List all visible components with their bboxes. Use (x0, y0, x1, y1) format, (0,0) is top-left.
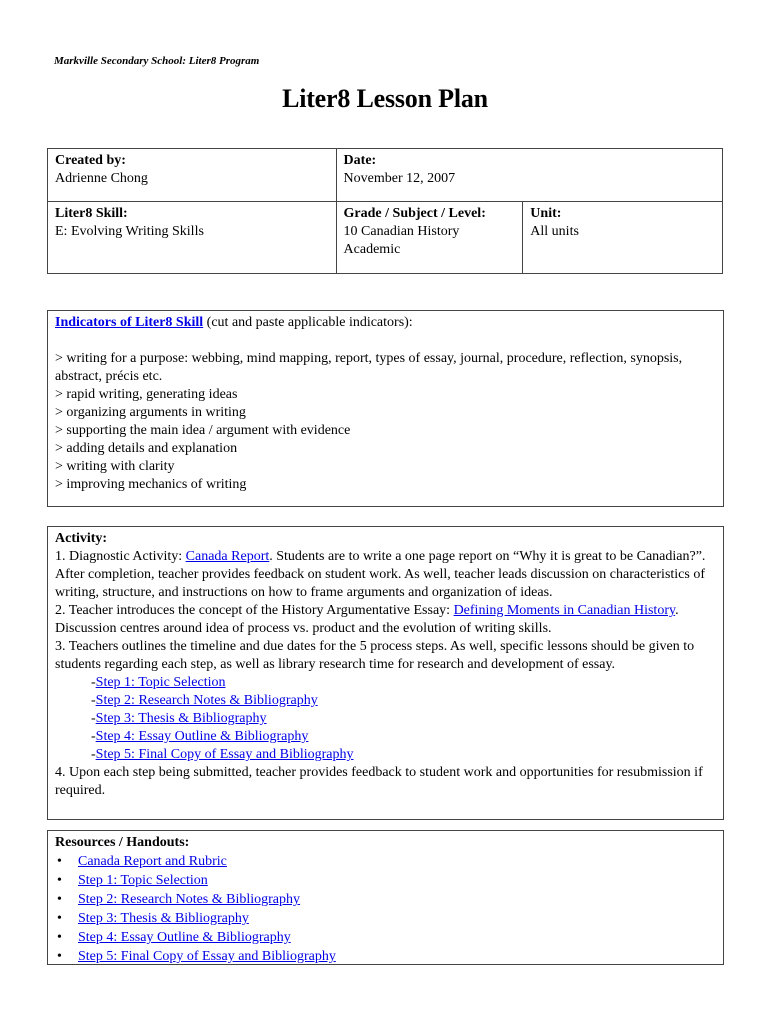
unit-value: All units (530, 224, 579, 239)
date-label: Date: (343, 153, 377, 168)
created-by-cell (48, 149, 337, 202)
activity-step-1-intro: 1. Diagnostic Activity: (55, 549, 186, 564)
activity-step-3: 3. Teachers outlines the timeline and due dates for the 5 process steps. As well, specific lessons should be given to students regarding each step, as well as library research time for research and development of essay. (55, 639, 695, 672)
step-link-row (55, 674, 717, 692)
step-link-row (55, 692, 717, 710)
resource-canada-report-link[interactable]: Canada Report and Rubric (78, 854, 227, 869)
resources-heading: Resources / Handouts: (55, 835, 190, 850)
step-4-link[interactable]: Step 4: Essay Outline & Bibliography (95, 729, 309, 744)
indicator-item: > adding details and explanation (55, 441, 238, 456)
step-link-row (55, 746, 717, 764)
activity-section (47, 526, 724, 820)
activity-step-2 (55, 602, 717, 638)
resource-step-4-link[interactable]: Step 4: Essay Outline & Bibliography (78, 930, 291, 945)
activity-heading: Activity: (55, 531, 108, 546)
indicator-item: > rapid writing, generating ideas (55, 387, 238, 402)
activity-step-1-text: . Students are to write a one page report on “Why it is great to be Canadian?”. After completion, teacher provides feedback on student work. As well, teacher leads discussion on characteristics of writing, structure, and instructions on how to frame arguments and organization of ideas. (55, 549, 706, 600)
step-dash: - (91, 675, 96, 690)
list-item (55, 890, 717, 909)
resources-section (47, 830, 724, 965)
step-dash: - (91, 729, 96, 744)
step-5-link[interactable]: Step 5: Final Copy of Essay and Bibliography (95, 747, 354, 762)
grade-value-line-1: 10 Canadian History (343, 224, 460, 239)
resource-step-1-link[interactable]: Step 1: Topic Selection (78, 873, 208, 888)
grade-value-line-2: Academic (343, 242, 401, 257)
step-3-link[interactable]: Step 3: Thesis & Bibliography (95, 711, 267, 726)
skill-cell (48, 202, 337, 274)
created-by-label: Created by: (55, 153, 126, 168)
step-2-link[interactable]: Step 2: Research Notes & Bibliography (95, 693, 318, 708)
step-link-row (55, 728, 717, 746)
created-by-value: Adrienne Chong (55, 171, 148, 186)
list-item (55, 852, 717, 871)
date-cell (336, 149, 722, 202)
date-value: November 12, 2007 (343, 171, 456, 186)
canada-report-link[interactable]: Canada Report (185, 549, 270, 564)
grade-cell (336, 202, 523, 274)
step-dash: - (91, 693, 96, 708)
page-title: Liter8 Lesson Plan (282, 84, 488, 113)
indicators-section (47, 310, 724, 507)
activity-step-4: 4. Upon each step being submitted, teacher provides feedback to student work and opportunities for resubmission if required. (55, 765, 703, 798)
resource-step-5-link[interactable]: Step 5: Final Copy of Essay and Bibliography (78, 949, 336, 964)
lesson-info-table (47, 148, 723, 274)
defining-moments-link[interactable]: Defining Moments in Canadian History (453, 603, 676, 618)
indicator-item: > writing for a purpose: webbing, mind mapping, report, types of essay, journal, procedure, reflection, synopsis, abstract, précis etc. (55, 351, 683, 384)
school-program-line: Markville Secondary School: Liter8 Program (54, 55, 260, 67)
indicator-item: > organizing arguments in writing (55, 405, 246, 420)
resource-step-2-link[interactable]: Step 2: Research Notes & Bibliography (78, 892, 301, 907)
indicator-item: > improving mechanics of writing (55, 477, 247, 492)
list-item (55, 947, 717, 966)
step-dash: - (91, 747, 96, 762)
activity-step-2-intro: 2. Teacher introduces the concept of the History Argumentative Essay: (55, 603, 454, 618)
unit-cell (523, 202, 723, 274)
grade-label: Grade / Subject / Level: (343, 206, 486, 221)
list-item (55, 871, 717, 890)
list-item (55, 909, 717, 928)
resources-list (55, 852, 717, 966)
step-1-link[interactable]: Step 1: Topic Selection (95, 675, 226, 690)
list-item (55, 928, 717, 947)
unit-label: Unit: (530, 206, 562, 221)
resource-step-3-link[interactable]: Step 3: Thesis & Bibliography (78, 911, 249, 926)
step-link-row (55, 710, 717, 728)
activity-step-1 (55, 548, 717, 602)
step-dash: - (91, 711, 96, 726)
indicators-link[interactable]: Indicators of Liter8 Skill (55, 315, 204, 330)
indicator-item: > supporting the main idea / argument with evidence (55, 423, 351, 438)
indicator-item: > writing with clarity (55, 459, 175, 474)
indicators-heading-line (55, 314, 717, 332)
skill-value: E: Evolving Writing Skills (55, 224, 204, 239)
indicators-note: (cut and paste applicable indicators): (203, 315, 413, 330)
skill-label: Liter8 Skill: (55, 206, 128, 221)
activity-step-2-text: . Discussion centres around idea of process vs. product and the evolution of writing skills. (55, 603, 679, 636)
